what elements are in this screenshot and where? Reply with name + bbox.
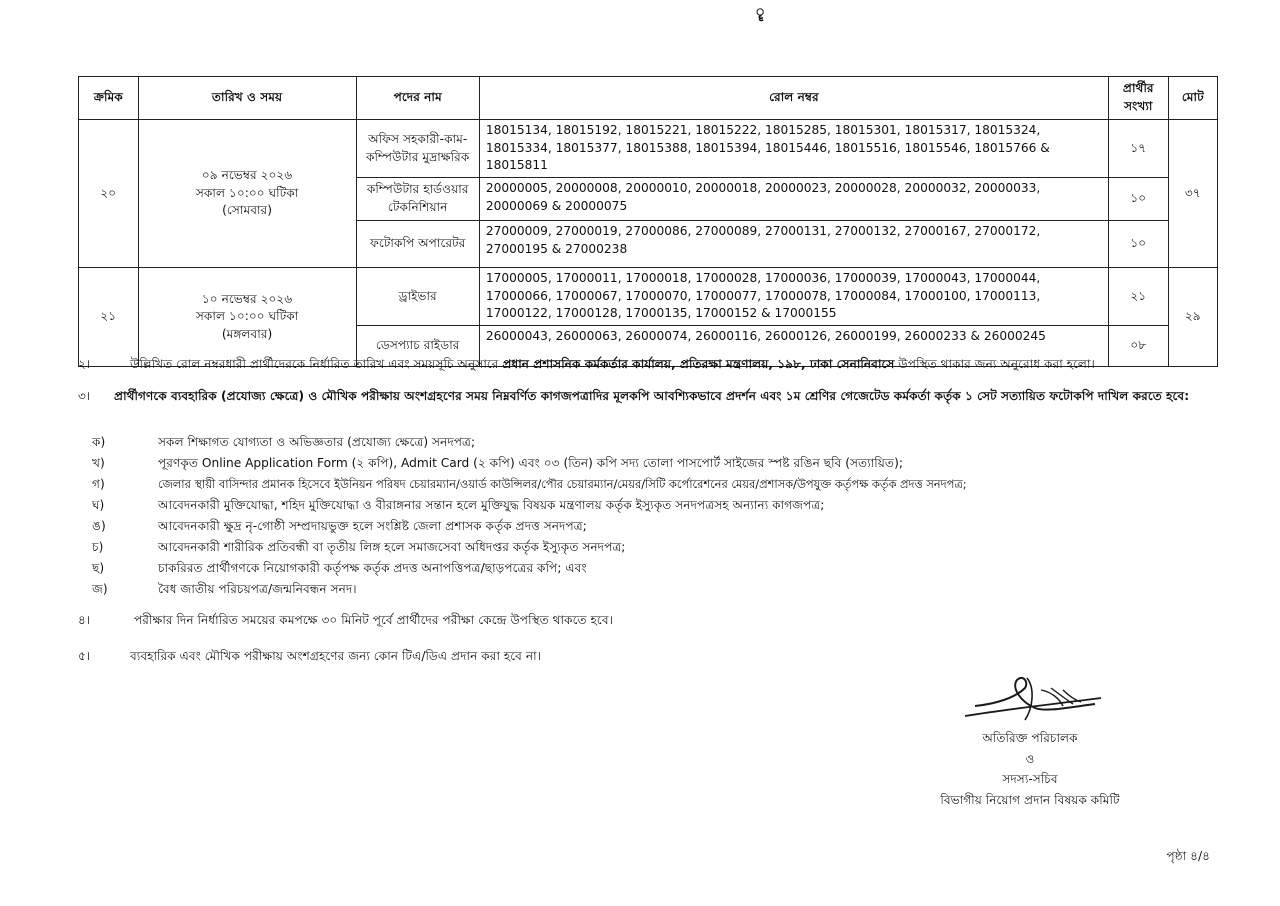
note-text-normal: উল্লিখিত রোল নম্বরধারী প্রার্থীদেরকে নির্ধারিত তারিখ এবং সময়সূচি অনুসারে [130, 357, 503, 371]
list-item-text: পূরণকৃত Online Application Form (২ কপি), Admit Card (২ কপি) এবং ০৩ (তিন) কপি সদ্য তোলা পাসপোর্ট সাইজের স্পষ্ট রঙিন ছবি (সত্যায়িত); [158, 456, 903, 470]
post-cell: ডেসপ্যাচ রাইডার [356, 326, 479, 367]
list-item-text: বৈধ জাতীয় পরিচয়পত্র/জন্মনিবন্ধন সনদ। [158, 582, 357, 596]
exam-day: (সোমবার) [222, 203, 272, 218]
header-date-time: তারিখ ও সময় [138, 77, 356, 120]
count-cell: ১০ [1108, 178, 1168, 221]
designation-line: ও [1025, 751, 1035, 766]
header-post: পদের নাম [356, 77, 479, 120]
roll-numbers-cell: 18015134, 18015192, 18015221, 18015222, 18015285, 18015301, 18015317, 18015324, 18015334, 18015377, 18015388, 18015394, 18015446, 18015516, 18015546, 18015766 & 18015811 [479, 120, 1108, 178]
post-cell: কম্পিউটার হার্ডওয়ার টেকনিশিয়ান [356, 178, 479, 221]
list-item-text: আবেদনকারী ক্ষুদ্র নৃ-গোষ্ঠী সম্প্রদায়ভুক্ত হলে সংশ্লিষ্ট জেলা প্রশাসক কর্তৃক প্রদত্ত সনদপত্র; [158, 519, 587, 533]
list-item-text: আবেদনকারী মুক্তিযোদ্ধা, শহিদ মুক্তিযোদ্ধা ও বীরাঙ্গনার সন্তান হলে মুক্তিযুদ্ধ বিষয়ক মন্ত্রণালয় কর্তৃক ইস্যুকৃত সনদপত্রসহ অন্যান্য কাগজপত্র; [158, 498, 825, 512]
post-cell: ড্রাইভার [356, 268, 479, 326]
note-5 [78, 648, 1228, 668]
exam-day: (মঙ্গলবার) [221, 326, 273, 341]
roll-numbers-cell: 17000005, 17000011, 17000018, 17000028, 17000036, 17000039, 17000043, 17000044, 17000066, 17000067, 17000070, 17000077, 17000078, 17000084, 17000100, 17000113, 17000122, 17000128, 17000135, 17000152 & 17000155 [479, 268, 1108, 326]
total-cell: ৩৭ [1168, 120, 1217, 268]
post-cell: ফটোকপি অপারেটর [356, 221, 479, 268]
table-row [79, 268, 1218, 326]
note-number: ৫। [78, 649, 91, 663]
list-item-label: ছ) [92, 561, 105, 575]
count-cell: ১৭ [1108, 120, 1168, 178]
results-table [78, 76, 1218, 367]
list-item-text: সকল শিক্ষাগত যোগ্যতা ও অভিজ্ঞতার (প্রযোজ্য ক্ষেত্রে) সনদপত্র; [158, 435, 476, 449]
signature-block [900, 668, 1160, 811]
note-text-normal: উপস্থিত থাকার জন্য অনুরোধ করা হলো। [894, 357, 1095, 371]
list-item-label: ক) [92, 435, 106, 449]
designation-line: সদস্য-সচিব [1002, 772, 1058, 787]
roll-numbers-cell: 26000043, 26000063, 26000074, 26000116, 26000126, 26000199, 26000233 & 26000245 [479, 326, 1108, 367]
serial-cell: ২১ [79, 268, 139, 367]
count-cell: ০৮ [1108, 326, 1168, 367]
list-item-label: চ) [92, 540, 104, 554]
list-item-label: খ) [92, 456, 105, 470]
designation-line: বিভাগীয় নিয়োগ প্রদান বিষয়ক কমিটি [940, 793, 1120, 808]
note-number: ২। [78, 357, 91, 371]
page-number: পৃষ্ঠা ৪/৪ [1166, 849, 1210, 863]
designation-line: অতিরিক্ত পরিচালক [982, 731, 1078, 745]
header-serial: ক্রমিক [79, 77, 139, 120]
total-cell: ২৯ [1168, 268, 1217, 367]
exam-time: সকাল ১০:০০ ঘটিকা [195, 309, 299, 324]
header-total: মোট [1168, 77, 1217, 120]
list-item-text: চাকরিরত প্রার্থীগণকে নিয়োগকারী কর্তৃপক্ষ কর্তৃক প্রদত্ত অনাপত্তিপত্র/ছাড়পত্রের কপি; এবং [158, 561, 587, 575]
note-3 [78, 388, 1228, 432]
count-cell: ২১ [1108, 268, 1168, 326]
header-count: প্রার্থীর সংখ্যা [1108, 77, 1168, 120]
date-time-cell [138, 268, 356, 367]
table-header-row [79, 77, 1218, 120]
documents-list [92, 434, 1192, 602]
list-item-label: গ) [92, 477, 105, 491]
exam-time: সকাল ১০:০০ ঘটিকা [195, 185, 299, 200]
handwritten-signature [955, 668, 1105, 728]
note-text: পরীক্ষার দিন নির্ধারিত সময়ের কমপক্ষে ৩০ মিনিট পূর্বে প্রার্থীদের পরীক্ষা কেন্দ্রে উপস্থিত থাকতে হবে। [134, 613, 613, 627]
roll-numbers-cell: 27000009, 27000019, 27000086, 27000089, 27000131, 27000132, 27000167, 27000172, 27000195 & 27000238 [479, 221, 1108, 268]
table-row [79, 120, 1218, 178]
list-item-label: ঘ) [92, 498, 105, 512]
note-number: ৪। [78, 613, 91, 627]
list-item-text: আবেদনকারী শারীরিক প্রতিবন্ধী বা তৃতীয় লিঙ্গ হলে সমাজসেবা অধিদপ্তর কর্তৃক ইস্যুকৃত সনদপত্র; [158, 540, 626, 554]
date-time-cell [138, 120, 356, 268]
note-4 [78, 612, 1228, 632]
serial-cell: ২০ [79, 120, 139, 268]
post-cell: অফিস সহকারী-কাম-কম্পিউটার মুদ্রাক্ষরিক [356, 120, 479, 178]
count-cell: ১০ [1108, 221, 1168, 268]
list-item-label: ঙ) [92, 519, 106, 533]
note-number: ৩। [78, 389, 91, 403]
note-text [130, 356, 1228, 374]
documents-heading: প্রার্থীগণকে ব্যবহারিক (প্রযোজ্য ক্ষেত্রে) ও মৌখিক পরীক্ষায় অংশগ্রহণের সময় নিম্নবর্ণিত কাগজপত্রাদির মূলকপি আবশ্যিকভাবে প্রদর্শন এবং ১ম শ্রেণির গেজেটেড কর্মকর্তা কর্তৃক ১ সেট সত্যায়িত ফটোকপি দাখিল করতে হবে: [114, 389, 1190, 403]
list-item-text: জেলার স্থায়ী বাসিন্দার প্রমানক হিসেবে ইউনিয়ন পরিষদ চেয়ারম্যান/ওয়ার্ড কাউন্সিলর/পৌর চেয়ারম্যান/মেয়র/সিটি কর্পোরেশনের মেয়র/প্রশাসক/উপযুক্ত কর্তৃপক্ষ কর্তৃক প্রদত্ত সনদপত্র; [158, 477, 967, 491]
venue-bold-text: প্রধান প্রশাসনিক কর্মকর্তার কার্যালয়, প্রতিরক্ষা মন্ত্রণালয়, ১৯৮, ঢাকা সেনানিবাসে [502, 357, 895, 371]
exam-date: ১০ নভেম্বর ২০২৬ [201, 291, 293, 306]
top-mark: ॄ [756, 4, 765, 20]
header-roll: রোল নম্বর [479, 77, 1108, 120]
note-text: ব্যবহারিক এবং মৌখিক পরীক্ষায় অংশগ্রহণের জন্য কোন টিএ/ডিএ প্রদান করা হবে না। [130, 649, 541, 663]
roll-numbers-cell: 20000005, 20000008, 20000010, 20000018, 20000023, 20000028, 20000032, 20000033, 20000069 & 20000075 [479, 178, 1108, 221]
list-item-label: জ) [92, 582, 108, 596]
note-2 [78, 356, 1228, 376]
exam-date: ০৯ নভেম্বর ২০২৬ [201, 168, 293, 182]
